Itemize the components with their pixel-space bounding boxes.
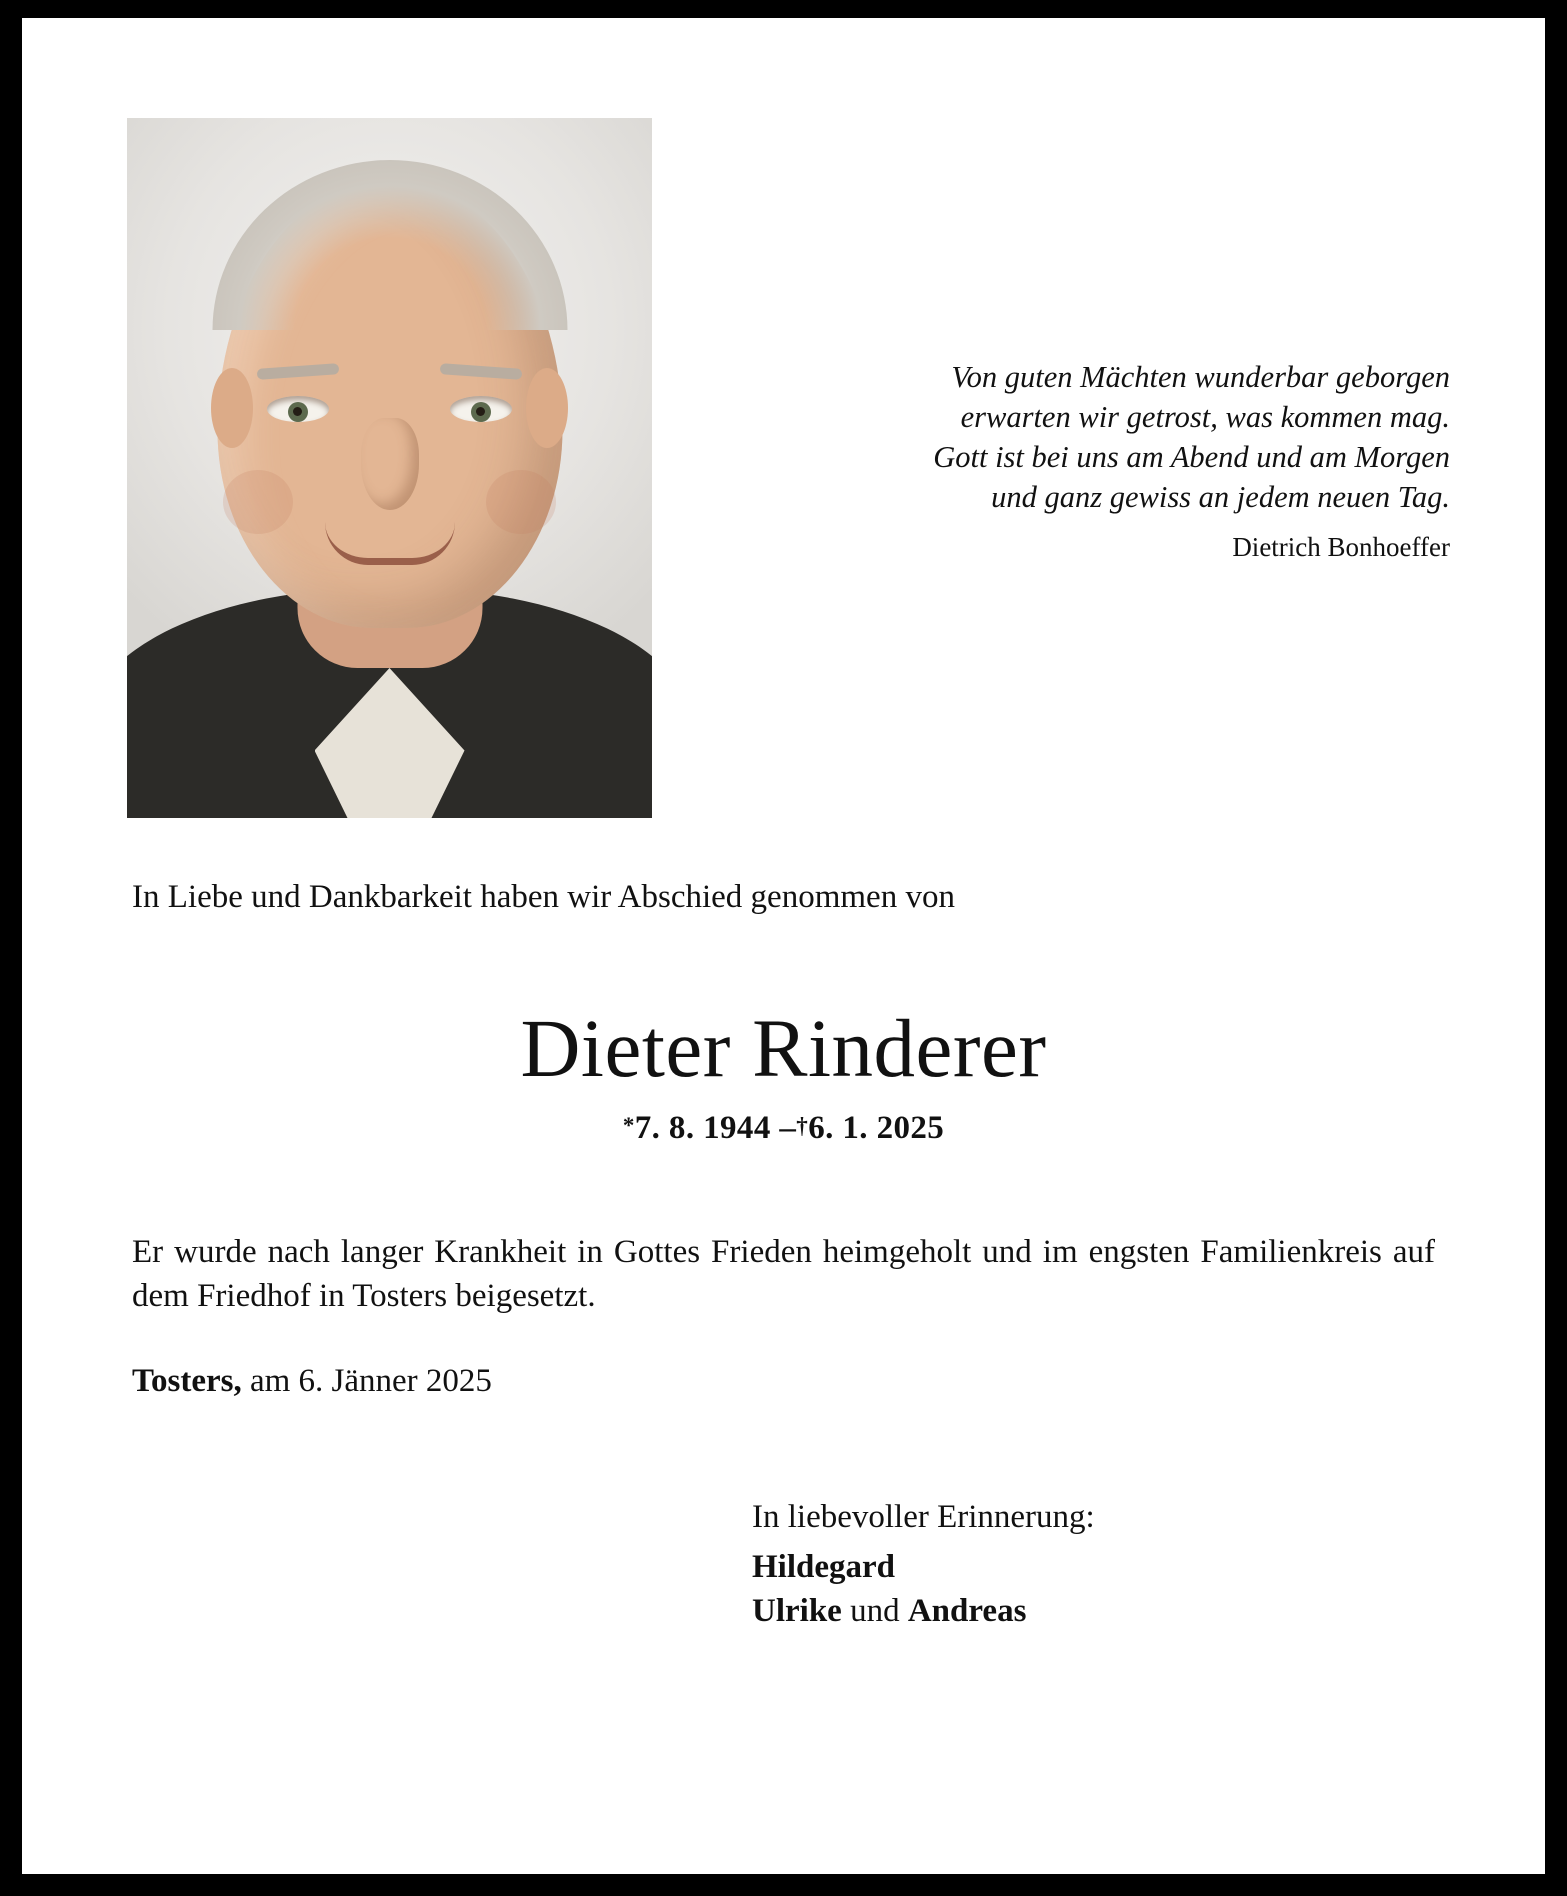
- birth-symbol: *: [622, 1113, 635, 1139]
- birth-date: 7. 8. 1944: [634, 1110, 771, 1147]
- obituary-paragraph: Er wurde nach langer Krankheit in Gottes Frieden heimgeholt und im engsten Familienkreis auf dem Friedhof in Tosters beigesetzt.: [132, 1234, 1435, 1314]
- memory-label: In liebevoller Erinnerung:: [752, 1498, 1095, 1535]
- verse-line-3: Gott ist bei uns am Abend und am Morgen: [933, 439, 1450, 474]
- deceased-name: Dieter Rinderer: [520, 1001, 1047, 1094]
- death-date: 6. 1. 2025: [808, 1110, 945, 1147]
- date-separator: –: [779, 1110, 797, 1147]
- verse-line-2: erwarten wir getrost, was kommen mag.: [960, 399, 1450, 434]
- lead-text: In Liebe und Dankbarkeit haben wir Abschied genommen von: [132, 879, 955, 915]
- place-date-rest: am 6. Jänner 2025: [241, 1362, 492, 1399]
- header-section: [22, 18, 1545, 818]
- survivor-name-line-2: [752, 1590, 1435, 1634]
- verse-author: Dietrich Bonhoeffer: [1232, 531, 1450, 562]
- survivor-name-ulrike: Ulrike: [752, 1592, 842, 1629]
- place-date-line: [132, 1363, 1435, 1400]
- verse-line-4: und ganz gewiss an jedem neuen Tag.: [991, 479, 1450, 514]
- death-symbol: †: [796, 1113, 809, 1139]
- portrait-photo: [127, 118, 652, 818]
- closing-block: [132, 1496, 1435, 1634]
- obituary-card: [22, 18, 1545, 1874]
- life-dates: [132, 1110, 1435, 1147]
- verse-block: [700, 118, 1545, 563]
- verse-line-1: Von guten Mächten wunderbar geborgen: [951, 360, 1450, 394]
- survivor-name-andreas: Andreas: [907, 1592, 1027, 1629]
- survivor-name-line-1: Hildegard: [752, 1548, 896, 1585]
- place-name: Tosters,: [132, 1362, 242, 1399]
- survivor-conjunction: und: [841, 1592, 908, 1629]
- body-section: [22, 876, 1545, 1633]
- portrait-container: [127, 118, 652, 818]
